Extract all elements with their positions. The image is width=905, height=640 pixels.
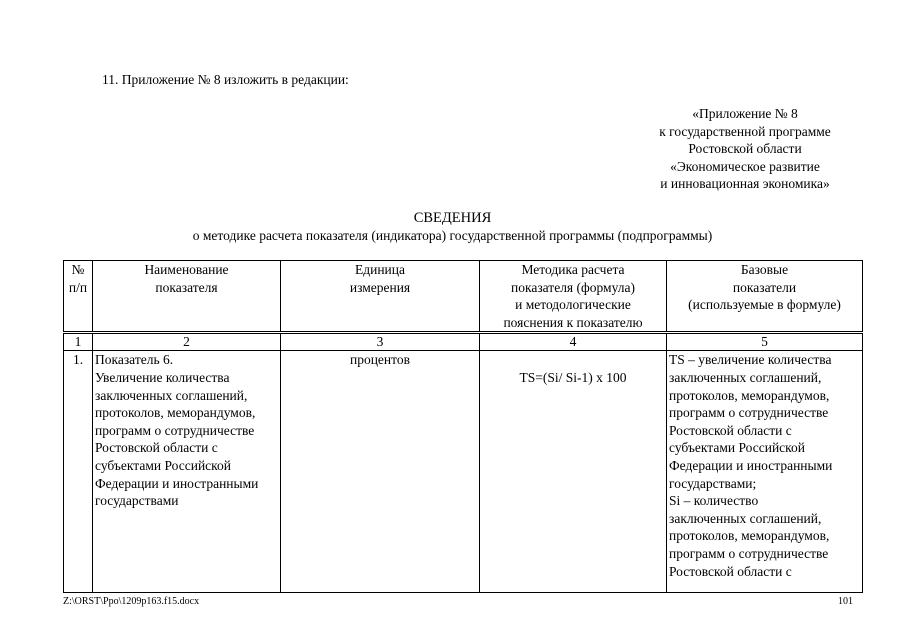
calculation-formula: TS=(Si/ Si-1) х 100 bbox=[480, 351, 667, 593]
appendix-line: к государственной программе bbox=[659, 123, 831, 139]
header-name: Наименование показателя bbox=[93, 261, 281, 333]
appendix-line: «Экономическое развитие bbox=[670, 158, 820, 174]
indicator-name: Показатель 6. Увеличение количества заключенных соглашений, протоколов, меморандумов, программ о сотрудничестве Ростовской области с субъектами Российской Федерации и иностранными государствами bbox=[93, 351, 281, 593]
appendix-line: Ростовской области bbox=[688, 141, 802, 157]
column-number: 1 bbox=[64, 333, 93, 351]
footer-file-path: Z:\ORST\Ppo\1209p163.f15.docx bbox=[63, 596, 200, 607]
header-num: № п/п bbox=[64, 261, 93, 333]
header-unit: Единица измерения bbox=[281, 261, 480, 333]
header-base: Базовые показатели (используемые в формуле) bbox=[667, 261, 863, 333]
column-number: 3 bbox=[281, 333, 480, 351]
appendix-line: «Приложение № 8 bbox=[692, 106, 798, 121]
column-number: 4 bbox=[480, 333, 667, 351]
document-subtitle: о методике расчета показателя (индикатора) государственной программы (подпрограммы) bbox=[192, 228, 713, 243]
page-number: 101 bbox=[838, 596, 853, 607]
unit-of-measure: процентов bbox=[281, 351, 480, 593]
base-indicators: TS – увеличение количества заключенных соглашений, протоколов, меморандумов, программ о сотрудничестве Ростовской области с субъектами Российской Федерации и иностранными государствами; Si – количество заключенных соглашений, протоколов, меморандумов, программ о сотрудничестве Ростовской области с bbox=[667, 351, 863, 593]
appendix-line: и инновационная экономика» bbox=[660, 176, 830, 192]
appendix-header bbox=[630, 105, 860, 193]
column-number: 2 bbox=[93, 333, 281, 351]
intro-paragraph: 11. Приложение № 8 изложить в редакции: bbox=[102, 72, 349, 87]
table-header-row bbox=[64, 261, 863, 333]
column-number-row bbox=[64, 333, 863, 351]
column-number: 5 bbox=[667, 333, 863, 351]
methodology-table bbox=[63, 260, 863, 593]
table-row bbox=[64, 351, 863, 593]
row-number: 1. bbox=[64, 351, 93, 593]
document-title: СВЕДЕНИЯ bbox=[413, 210, 492, 226]
header-method: Методика расчета показателя (формула) и методологические пояснения к показателю bbox=[480, 261, 667, 333]
